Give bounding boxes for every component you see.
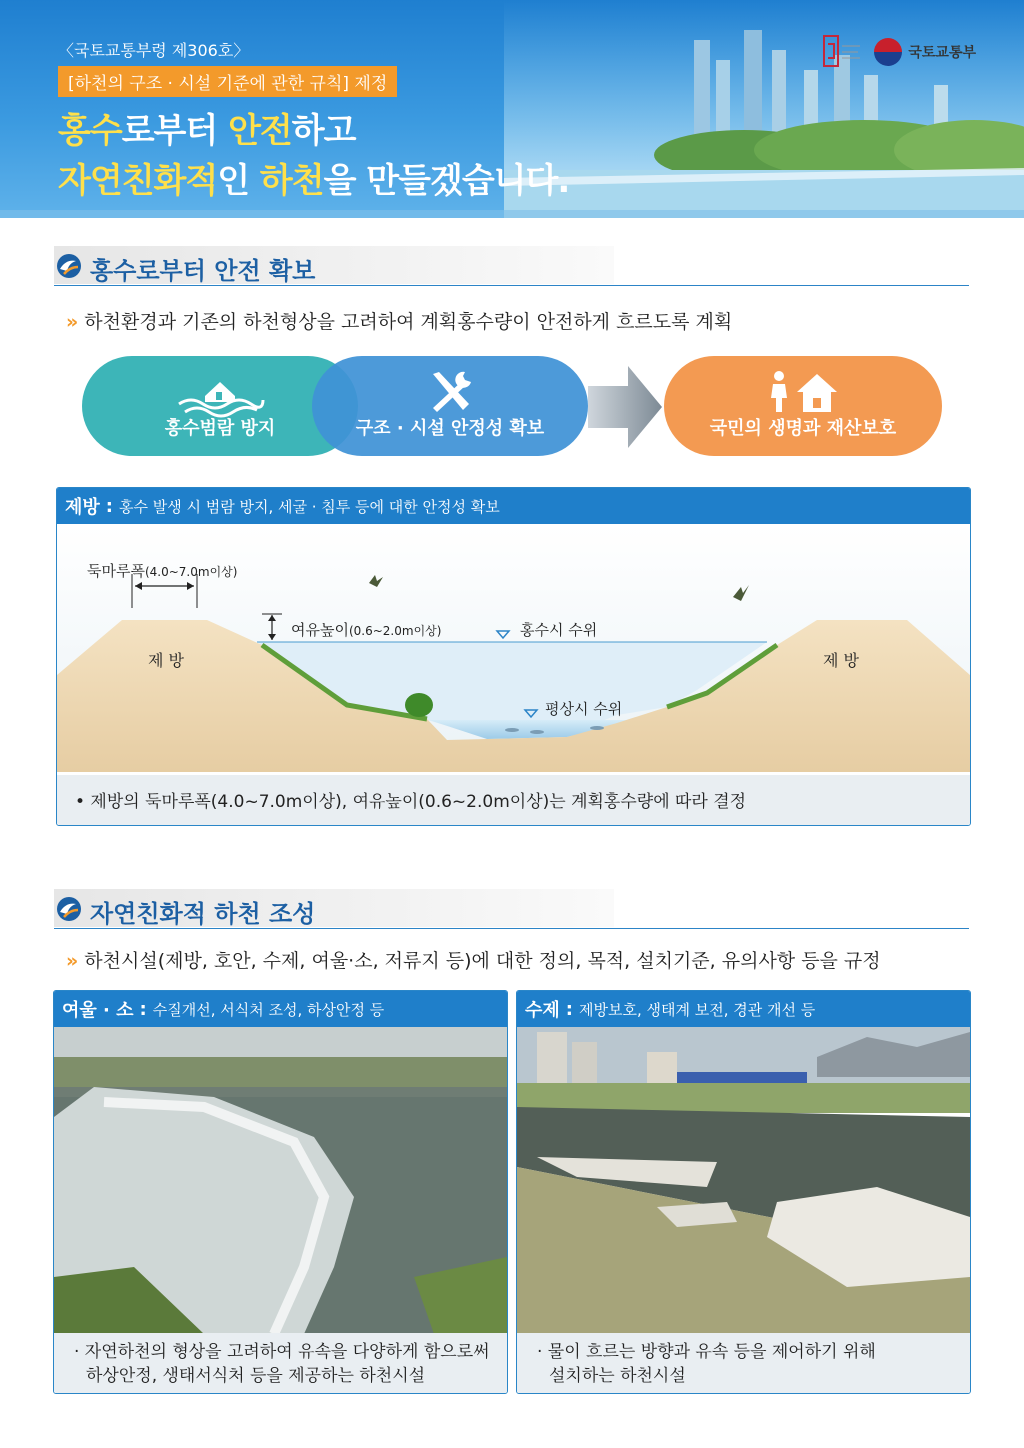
panel-separator: : xyxy=(105,495,113,517)
decree-number: 〈국토교통부령 제306호〉 xyxy=(58,41,250,60)
headline-highlight: 하천 xyxy=(259,161,324,201)
crest-range-text: (4.0~7.0m이상) xyxy=(144,565,238,579)
groyne-note xyxy=(517,1333,970,1393)
panel-header xyxy=(54,991,507,1027)
headline-line-1 xyxy=(58,106,569,156)
chevron-right-icon: » xyxy=(66,311,79,333)
headline-text: 을 만들겠습니다. xyxy=(323,161,570,201)
section-bullet xyxy=(66,946,881,973)
headline-text: 로부터 xyxy=(121,111,229,151)
section-logo-icon xyxy=(56,253,82,279)
groyne-photo xyxy=(517,1027,970,1334)
note-line-1: · 물이 흐르는 방향과 유속 등을 제어하기 위해 xyxy=(537,1342,876,1362)
section-title: 홍수로부터 안전 확보 xyxy=(90,257,316,285)
freeboard-label-text: 여유높이 xyxy=(291,621,349,639)
headline-highlight: 홍수 xyxy=(58,111,122,151)
crest-width-label xyxy=(87,560,237,581)
section-logo-icon xyxy=(56,896,82,922)
pill-structure-stability xyxy=(312,356,588,456)
freeboard-label xyxy=(291,619,441,640)
rule-title-badge: [하천의 구조 · 시설 기준에 관한 규칙] 제정 xyxy=(58,66,397,97)
riffle-photo xyxy=(54,1027,507,1334)
pill-label: 홍수범람 방지 xyxy=(164,418,276,439)
panel-title: 제방 xyxy=(65,497,100,518)
flood-house-icon xyxy=(175,368,265,418)
bullet-text: 하천환경과 기존의 하천형상을 고려하여 계획홍수량이 안전하게 흐르도록 계획 xyxy=(84,311,733,333)
panel-separator: : xyxy=(139,998,147,1020)
pill-label: 국민의 생명과 재산보호 xyxy=(709,418,897,439)
headline-text: 하고 xyxy=(291,111,356,151)
header-banner xyxy=(0,0,1024,218)
note-line-1: · 자연하천의 형상을 고려하여 유속을 다양하게 함으로써 xyxy=(74,1342,490,1362)
panel-title: 수제 xyxy=(525,1000,560,1021)
panel-title: 여울 · 소 xyxy=(62,1000,134,1021)
ministry-logo xyxy=(874,38,976,66)
emblem-logo-icon xyxy=(822,34,862,70)
levee-note: • 제방의 둑마루폭(4.0~7.0m이상), 여유높이(0.6~2.0m이상)는 계획홍수량에 따라 결정 xyxy=(57,775,970,825)
pill-life-property xyxy=(664,356,942,456)
levee-panel xyxy=(56,487,971,826)
section-bullet xyxy=(66,307,732,334)
headline xyxy=(58,106,569,206)
logo-group xyxy=(822,34,976,70)
chevron-right-icon: » xyxy=(66,950,79,972)
header-bottom-strip xyxy=(0,210,1024,218)
levee-left-label: 제 방 xyxy=(148,651,184,670)
freeboard-range-text: (0.6~2.0m이상) xyxy=(348,624,442,638)
city-river-illustration xyxy=(504,0,1024,218)
tools-icon xyxy=(425,368,475,416)
groyne-panel xyxy=(516,990,971,1394)
panel-header xyxy=(57,488,970,524)
pill-label: 구조 · 시설 안정성 확보 xyxy=(355,418,545,439)
section-header-flood-safety xyxy=(54,246,969,286)
riffle-note xyxy=(54,1333,507,1393)
panel-header xyxy=(517,991,970,1027)
panel-separator: : xyxy=(565,998,573,1020)
panel-description: 제방보호, 생태계 보전, 경관 개선 등 xyxy=(578,1000,816,1019)
person-home-icon xyxy=(765,368,841,416)
note-line-2: 하상안정, 생태서식처 등을 제공하는 하천시설 xyxy=(86,1366,426,1386)
taegeuk-icon xyxy=(874,38,902,66)
arrow-right-icon xyxy=(588,364,664,450)
note-line-2: 설치하는 하천시설 xyxy=(549,1366,686,1386)
crest-label-text: 둑마루폭 xyxy=(87,562,145,580)
section-header-nature-river xyxy=(54,889,969,929)
riffle-pool-panel xyxy=(53,990,508,1394)
panel-description: 수질개선, 서식처 조성, 하상안정 등 xyxy=(152,1000,385,1019)
levee-right-label: 제 방 xyxy=(823,651,859,670)
headline-line-2 xyxy=(58,156,569,206)
panel-description: 홍수 발생 시 범람 방지, 세굴 · 침투 등에 대한 안정성 확보 xyxy=(118,497,500,516)
section-title: 자연친화적 하천 조성 xyxy=(90,900,316,928)
flow-diagram xyxy=(82,356,942,458)
flood-level-label: 홍수시 수위 xyxy=(520,621,598,639)
bullet-text: 하천시설(제방, 호안, 수제, 여울·소, 저류지 등)에 대한 정의, 목적, 설치기준, 유의사항 등을 규정 xyxy=(84,950,881,972)
headline-highlight: 자연친화적 xyxy=(58,161,218,201)
ministry-name: 국토교통부 xyxy=(908,45,976,61)
headline-text: 인 xyxy=(217,161,260,201)
normal-level-label: 평상시 수위 xyxy=(545,700,623,718)
headline-highlight: 안전 xyxy=(228,111,292,151)
